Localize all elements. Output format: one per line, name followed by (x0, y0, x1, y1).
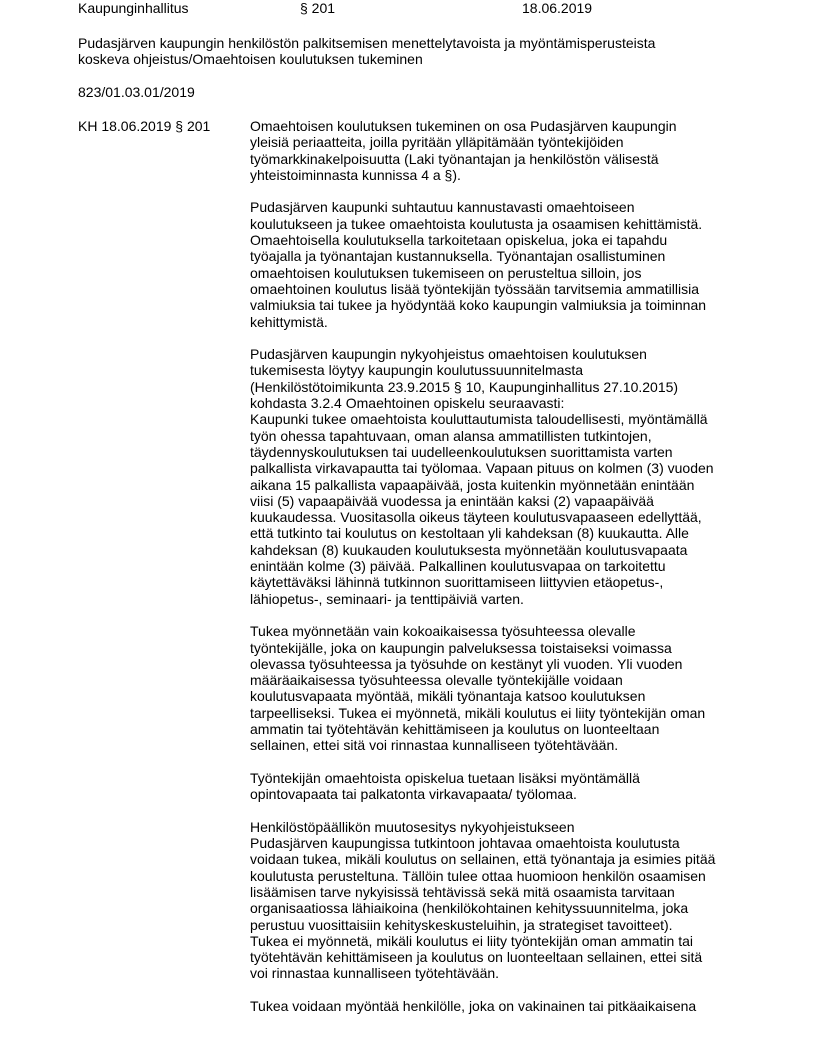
text-line: yleisiä periaatteita, joilla pyritään ylläpitämään työntekijöiden (250, 134, 624, 151)
text-line: työajalla ja työnantajan kustannuksella. Työnantajan osallistuminen (250, 248, 666, 265)
text-line: enintään kolme (3) päivää. Palkallinen koulutusvapaa on tarkoitettu (250, 558, 666, 575)
text-line: (Henkilöstötoimikunta 23.9.2015 § 10, Kaupunginhallitus 27.10.2015) (250, 378, 679, 395)
text-line: lähiopetus-, seminaari- ja tenttipäiviä varten. (250, 590, 524, 607)
text-line: tukemisesta löytyy kaupungin koulutussuunnitelmasta (250, 362, 584, 379)
text-line: Pudasjärven kaupunki suhtautuu kannustavasti omaehtoiseen (250, 199, 635, 216)
paragraph (250, 199, 755, 329)
text-line: Työntekijän omaehtoista opiskelua tuetaan lisäksi myöntämällä (250, 769, 640, 786)
text-line: Omaehtoisen koulutuksen tukeminen on osa Pudasjärven kaupungin (250, 118, 677, 134)
paragraph (250, 770, 755, 803)
text-line: palkallista virkavapautta tai työlomaa. Vapaan pituus on kolmen (3) vuoden (250, 460, 714, 477)
text-line: kohdasta 3.2.4 Omaehtoinen opiskelu seuraavasti: (250, 395, 565, 412)
section-number: § 201 (300, 0, 336, 16)
paragraph (250, 346, 755, 607)
text-line: omaehtoisen koulutuksen tukemiseen on perusteltua silloin, jos (250, 264, 642, 281)
text-line: Henkilöstöpäällikön muutosesitys nykyohjeistukseen (250, 818, 575, 835)
text-line: yhteistoiminnasta kunnissa 4 a §). (250, 166, 461, 183)
meeting-date: 18.06.2019 (522, 0, 593, 16)
text-line: määräaikaisessa työsuhteessa olevalle työntekijälle voidaan (250, 672, 623, 689)
text-line: täydennyskoulutuksen tai uudelleenkoulutuksen suorittamista varten (250, 443, 673, 460)
text-line: aikana 15 palkallista vapaapäivää, josta kuitenkin myönnetään enintään (250, 476, 695, 493)
text-line: Kaupunki tukee omaehtoista kouluttautumista taloudellisesti, myöntämällä (250, 411, 708, 428)
organ-name: Kaupunginhallitus (78, 0, 189, 16)
text-line: kahdeksan (8) kuukauden koulutuksesta myönnetään koulutusvapaata (250, 541, 688, 558)
text-line: koulutusta perusteltuna. Tällöin tulee ottaa huomioon henkilön osaamisen (250, 867, 706, 884)
paragraph (250, 998, 755, 1014)
text-line: käytettäväksi lähinnä tutkinnon suorittamiseen liittyvien etäopetus-, (250, 574, 664, 591)
register-number: 823/01.03.01/2019 (78, 84, 195, 100)
text-line: että tutkinto tai koulutus on kestoltaan yli kahdeksan (8) kuukautta. Alle (250, 525, 689, 542)
text-line: viisi (5) vapaapäivää vuodessa ja enintään kaksi (2) vapaapäivää (250, 492, 654, 509)
document-header (78, 0, 778, 18)
text-line: sellainen, ettei sitä voi rinnastaa kunnalliseen työtehtävään. (250, 737, 619, 754)
text-line: työmarkkinakelpoisuutta (Laki työnantajan ja henkilöstön välisestä (250, 150, 659, 167)
text-line: voi rinnastaa kunnalliseen työtehtävään. (250, 965, 500, 982)
text-line: Pudasjärven kaupungissa tutkintoon johtavaa omaehtoista koulutusta (250, 835, 680, 852)
text-line: lisäämisen tarve nykyisissä tehtävissä sekä mitä osaamista tarvitaan (250, 883, 675, 900)
text-line: organisaatiossa lähiaikoina (henkilökohtainen kehityssuunnitelma, joka (250, 900, 689, 917)
text-line: voidaan tukea, mikäli koulutus on sellainen, että työnantaja ja esimies pitää (250, 851, 716, 868)
title-line: Pudasjärven kaupungin henkilöstön palkitsemisen menettelytavoista ja myöntämisperusteista (78, 35, 656, 51)
text-line: tarpeelliseksi. Tukea ei myönnetä, mikäli koulutus ei liity työntekijän oman (250, 704, 706, 721)
text-line: Tukea myönnetään vain kokoaikaisessa työsuhteessa olevalle (250, 623, 636, 640)
text-line: työntekijälle, joka on kaupungin palveluksessa toistaiseksi voimassa (250, 639, 672, 656)
meeting-label: KH 18.06.2019 § 201 (78, 118, 211, 134)
text-line: työn ohessa tapahtuvaan, oman alansa ammatillisten tutkintojen, (250, 427, 652, 444)
document-title (78, 35, 768, 68)
text-line: olevassa työsuhteessa ja työsuhde on kestänyt yli vuoden. Yli vuoden (250, 655, 683, 672)
text-line: opintovapaata tai palkatonta virkavapaata/ työlomaa. (250, 786, 577, 803)
title-line: koskeva ohjeistus/Omaehtoisen koulutuksen tukeminen (78, 51, 423, 68)
paragraph (250, 623, 755, 753)
text-line: Omaehtoisella koulutuksella tarkoitetaan opiskelua, joka ei tapahdu (250, 232, 668, 249)
paragraph (250, 118, 755, 183)
text-line: ammatin tai työtehtävän kehittämiseen ja koulutus on luonteeltaan (250, 720, 660, 737)
text-line: koulutusvapaata myöntää, mikäli työnantaja katsoo koulutuksen (250, 688, 646, 705)
text-line: työtehtävän kehittämiseen ja koulutus on luonteeltaan sellainen, ettei sitä (250, 949, 703, 966)
text-line: perustuu vuosittaisiin kehityskeskusteluihin, ja strategiset tavoitteet). (250, 916, 673, 933)
text-line: kuukaudessa. Vuositasolla oikeus täyteen koulutusvapaaseen edellyttää, (250, 509, 702, 526)
paragraph (250, 819, 755, 982)
body-text (250, 118, 755, 1031)
text-line: Pudasjärven kaupungin nykyohjeistus omaehtoisen koulutuksen (250, 346, 647, 363)
text-line: omaehtoinen koulutus lisää työntekijän työssään tarvitsemia ammatillisia (250, 280, 699, 297)
text-line: Tukea voidaan myöntää henkilölle, joka on vakinainen tai pitkäaikaisena (250, 998, 697, 1015)
text-line: valmiuksia tai tukee ja hyödyntää koko kaupungin valmiuksia ja toiminnan (250, 297, 707, 314)
text-line: kehittymistä. (250, 313, 328, 330)
text-line: koulutukseen ja tukee omaehtoista koulutusta ja osaamisen kehittämistä. (250, 215, 703, 232)
text-line: Tukea ei myönnetä, mikäli koulutus ei liity työntekijän oman ammatin tai (250, 932, 694, 949)
